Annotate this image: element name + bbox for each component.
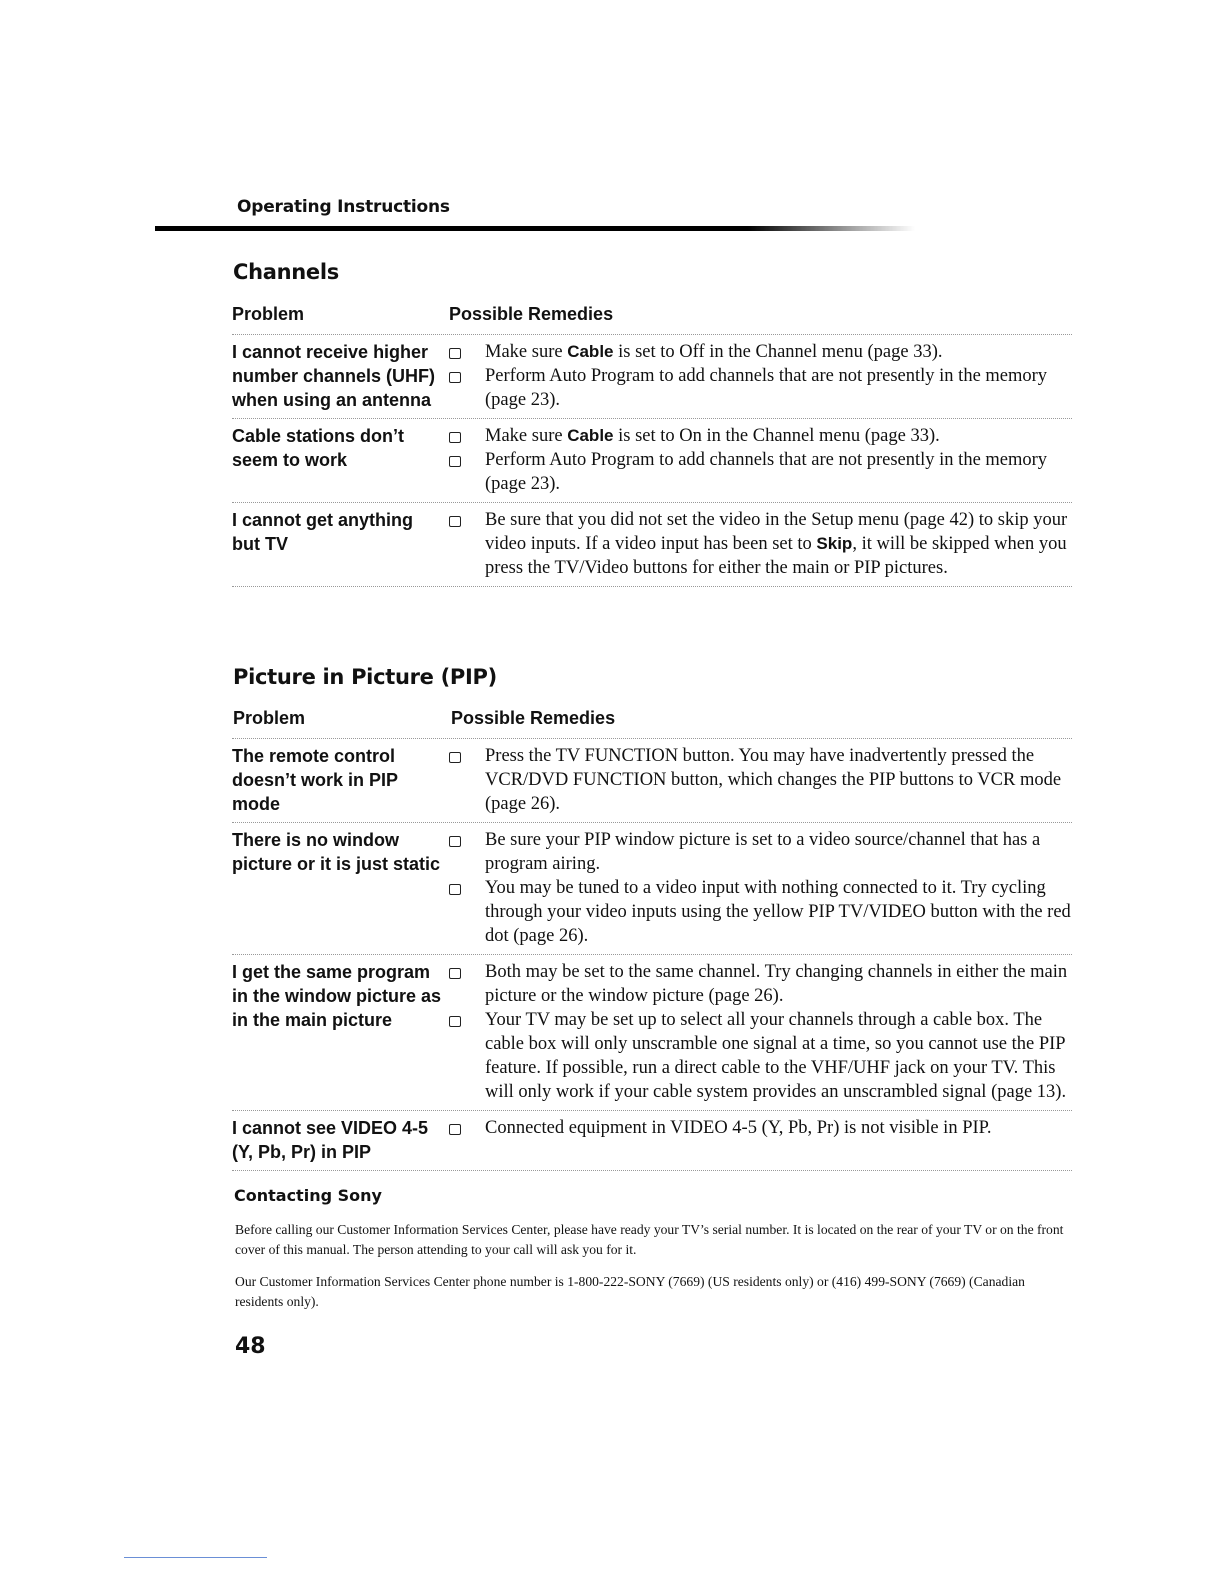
remedies-cell [444,508,1072,580]
remedy-keyword: Skip [816,534,853,553]
remedy-text-part: Both may be set to the same channel. Try changing channels in either the main picture or the window picture (page 26). [485,962,1068,1006]
contact-title: Contacting Sony [234,1186,382,1205]
remedy-text [485,1116,1072,1140]
remedy-item [444,508,1072,580]
checkbox-bullet-icon [449,752,461,763]
table-row [232,739,1072,823]
remedy-text-part: Perform Auto Program to add channels that are not presently in the memory (page 23). [485,450,1048,494]
remedy-text [485,448,1072,496]
remedy-item [444,1008,1072,1104]
channels-table-header [232,304,1072,335]
remedy-keyword: Cable [567,342,614,361]
remedies-cell [444,828,1072,948]
remedy-text-part: You may be tuned to a video input with nothing connected to it. Try cycling through your video inputs using the yellow PIP TV/VIDEO button with the red dot (page 26). [485,878,1071,946]
remedy-text-part: is set to Off in the Channel menu (page 33). [613,342,943,362]
remedy-item [444,448,1072,496]
channels-col-remedies: Possible Remedies [449,304,614,324]
problem-cell: Cable stations don’t seem to work [232,426,405,470]
remedies-cell [444,960,1072,1104]
pip-table [232,708,1072,1171]
problem-cell: I cannot get anything but TV [232,510,414,554]
checkbox-bullet-icon [449,968,461,979]
contact-paragraph-serial: Before calling our Customer Information Services Center, please have ready your TV’s serial number. It is located on the rear of your TV or on the front cover of this manual. The person attending to your call will ask you for it. [235,1222,1064,1257]
remedy-item [444,340,1072,364]
bottom-edge-line [124,1557,267,1558]
pip-section-title: Picture in Picture (PIP) [233,665,497,689]
channels-rows [232,335,1072,587]
remedy-text-part: Be sure your PIP window picture is set to a video source/channel that has a program airing. [485,830,1041,874]
remedy-text [485,424,1072,448]
remedies-cell [444,1116,1072,1164]
remedy-item [444,876,1072,948]
remedy-text [485,828,1072,876]
remedy-item [444,960,1072,1008]
remedy-text [485,340,1072,364]
pip-rows [232,739,1072,1171]
checkbox-bullet-icon [449,456,461,467]
remedy-text [485,876,1072,948]
problem-cell: I cannot receive higher number channels (UHF) when using an antenna [232,342,436,410]
remedies-cell [444,744,1072,816]
channels-table [232,304,1072,587]
channels-col-problem: Problem [232,304,305,324]
table-row [232,1111,1072,1171]
table-row [232,955,1072,1111]
problem-cell: The remote control doesn’t work in PIP mode [232,746,398,814]
checkbox-bullet-icon [449,884,461,895]
checkbox-bullet-icon [449,432,461,443]
remedy-text-part: , it will be skipped when you press the TV/Video buttons for either the main or PIP pictures. [485,534,1067,578]
table-row [232,503,1072,587]
remedy-text-part: Make sure [485,342,568,362]
remedy-item [444,744,1072,816]
remedy-text-part: Make sure [485,426,568,446]
problem-cell: I cannot see VIDEO 4-5 (Y, Pb, Pr) in PIP [232,1118,429,1162]
running-header: Operating Instructions [237,197,450,217]
checkbox-bullet-icon [449,1016,461,1027]
remedy-text-part: Perform Auto Program to add channels that are not presently in the memory (page 23). [485,366,1048,410]
remedy-text-part: Your TV may be set up to select all your channels through a cable box. The cable box will only unscramble one signal at a time, so you cannot use the PIP feature. If possible, run a direct cable to the VHF/UHF jack on your TV. This will only work if your cable system provides an unscrambled signal (page 13). [485,1010,1067,1102]
remedy-item [444,828,1072,876]
remedy-text-part: Press the TV FUNCTION button. You may have inadvertently pressed the VCR/DVD FUNCTION button, which changes the PIP buttons to VCR mode (page 26). [485,746,1062,814]
checkbox-bullet-icon [449,516,461,527]
problem-cell: I get the same program in the window picture as in the main picture [232,962,442,1030]
remedy-text-part: Be sure that you did not set the video in the Setup menu (page 42) to skip your video inputs. If a video input has been set to [485,510,1068,554]
table-row [232,823,1072,955]
pip-table-header [232,708,1072,739]
table-row [232,419,1072,503]
remedy-text [485,364,1072,412]
remedy-text [485,1008,1072,1104]
remedy-text [485,508,1072,580]
checkbox-bullet-icon [449,348,461,359]
remedy-keyword: Cable [567,426,614,445]
table-row [232,335,1072,419]
remedies-cell [444,340,1072,412]
remedies-cell [444,424,1072,496]
checkbox-bullet-icon [449,372,461,383]
header-rule [155,226,915,231]
remedy-text-part: is set to On in the Channel menu (page 33). [613,426,940,446]
remedy-item [444,1116,1072,1140]
page-number: 48 [235,1334,266,1359]
remedy-item [444,364,1072,412]
remedy-text-part: Connected equipment in VIDEO 4-5 (Y, Pb, Pr) is not visible in PIP. [485,1118,992,1138]
remedy-item [444,424,1072,448]
problem-cell: There is no window picture or it is just static [232,830,441,874]
remedy-text [485,744,1072,816]
remedy-text [485,960,1072,1008]
pip-col-problem: Problem [233,708,306,728]
pip-col-remedies: Possible Remedies [451,708,616,728]
checkbox-bullet-icon [449,1124,461,1135]
contact-paragraph-phone: Our Customer Information Services Center phone number is 1-800-222-SONY (7669) (US residents only) or (416) 499-SONY (7669) (Canadian residents only). [235,1274,1025,1309]
channels-section-title: Channels [233,260,339,284]
checkbox-bullet-icon [449,836,461,847]
